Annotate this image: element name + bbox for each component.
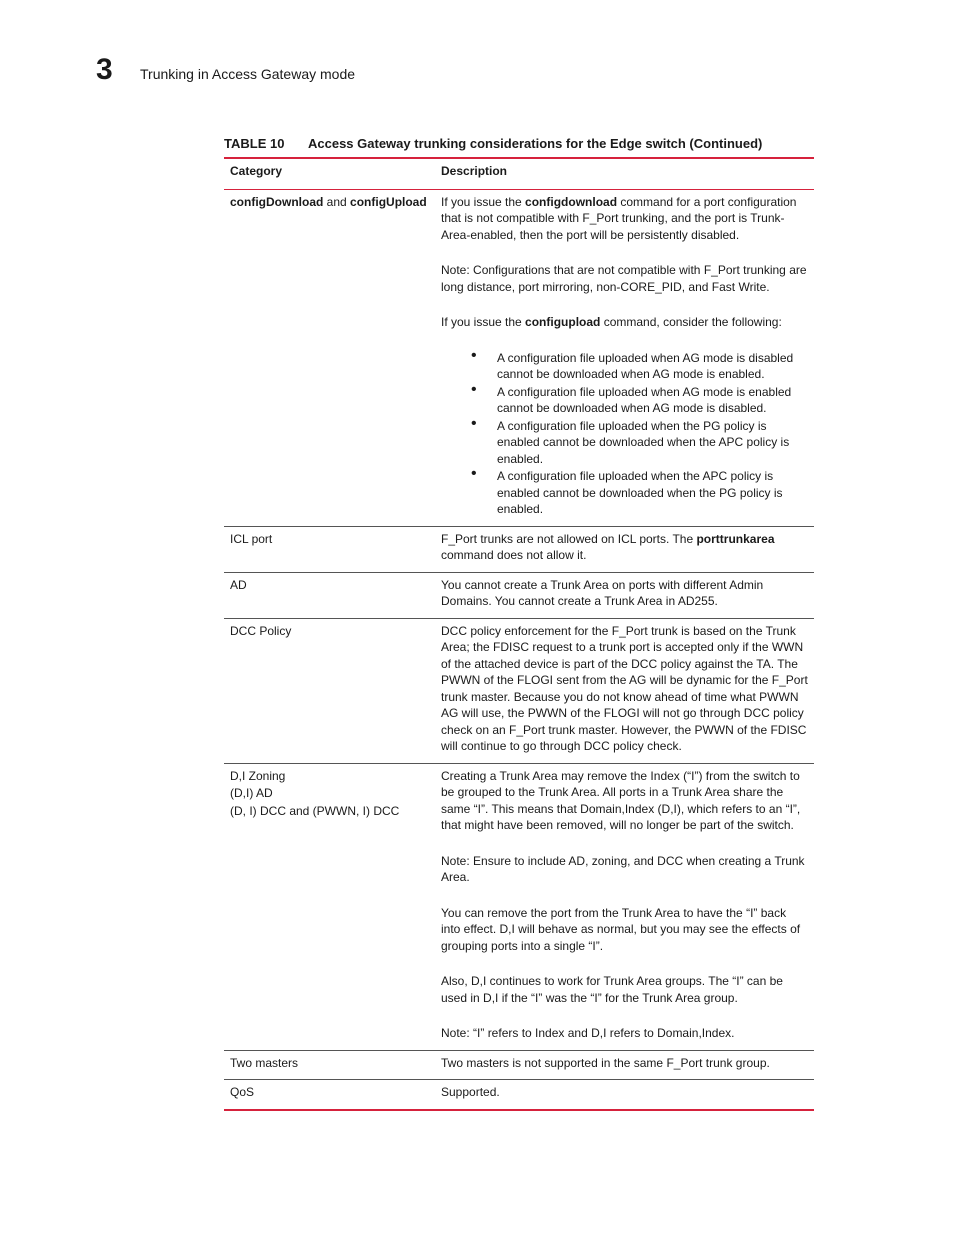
category-cell: AD	[230, 577, 247, 592]
category-line: (D, I) DCC and (PWWN, I) DCC	[230, 803, 400, 818]
table-label: TABLE 10	[224, 136, 285, 151]
category-cell: QoS	[230, 1085, 255, 1099]
bullet-item: • A configuration file uploaded when AG mode is enabled cannot be downloaded when AG mode is disabled.	[497, 384, 808, 417]
category-text: and	[323, 194, 351, 209]
description-paragraph: Creating a Trunk Area may remove the Index (“I”) from the switch to be grouped to the Trunk Area. All ports in a Trunk Area share the same “I”. This means that Domain,Index (D,I), which refers to an “I”, that might have been removed, will no longer be part of the switch.	[441, 768, 801, 832]
description-paragraph: Also, D,I continues to work for Trunk Area groups. The “I” can be used in D,I if the “I” was the “I” for the Trunk Area group.	[441, 974, 783, 1005]
command-name: configdownload	[525, 194, 618, 209]
command-name: configDownload	[230, 194, 324, 209]
description-cell	[435, 764, 814, 1050]
table-row	[224, 526, 814, 572]
description-cell	[435, 190, 814, 526]
bullet-list	[441, 350, 808, 518]
text-run: If you issue the	[441, 315, 526, 329]
note-label: Note	[441, 1026, 467, 1040]
note-label: Note	[441, 853, 467, 868]
command-name: porttrunkarea	[696, 531, 775, 546]
note-paragraph	[441, 853, 808, 886]
note-paragraph	[441, 1025, 808, 1042]
text-run: Configurations that are not compatible with F_Port trunking are long distance, port mirroring, non-CORE_PID, and Fast Write.	[441, 263, 807, 294]
text-run: command, consider the following:	[600, 315, 782, 329]
command-name: configUpload	[350, 194, 427, 209]
column-header-category: Category	[230, 164, 283, 178]
table-row	[224, 572, 814, 618]
chapter-number: 3	[96, 53, 113, 86]
note-paragraph	[441, 262, 808, 295]
description-paragraph	[441, 194, 808, 244]
description-paragraph: You can remove the port from the Trunk Area to have the “I” back into effect. D,I will behave as normal, but you may see the effects of grouping ports into a single “I”.	[441, 905, 801, 953]
table-row	[224, 618, 814, 763]
text-run: If you issue the	[441, 194, 526, 209]
table-row	[224, 763, 814, 1050]
bullet-item: • A configuration file uploaded when AG mode is disabled cannot be downloaded when AG mode is enabled.	[497, 350, 808, 383]
table-row	[224, 190, 814, 526]
category-cell: DCC Policy	[230, 623, 292, 638]
text-run: command for a port configuration that is not compatible with F_Port trunking, and the port is Trunk-Area-enabled, then the port will be persistently disabled.	[441, 194, 797, 242]
table-row	[224, 1079, 814, 1109]
note-label: Note:	[441, 263, 470, 277]
description-cell: You cannot create a Trunk Area on ports with different Admin Domains. You cannot create a Trunk Area in AD255.	[441, 577, 764, 608]
category-line: (D,I) AD	[230, 786, 273, 800]
text-run: command does not allow it.	[441, 548, 587, 562]
text-run: : Ensure to include AD, zoning, and DCC when creating a Trunk Area.	[441, 853, 805, 884]
command-name: configupload	[525, 315, 601, 329]
category-cell: Two masters	[230, 1055, 299, 1070]
table-row	[224, 1050, 814, 1080]
category-cell: ICL port	[230, 531, 273, 546]
description-cell	[435, 527, 814, 572]
text-run: F_Port trunks are not allowed on ICL ports. The	[441, 531, 697, 546]
category-line: D,I Zoning	[230, 768, 286, 783]
table-caption	[224, 135, 814, 153]
chapter-title: Trunking in Access Gateway mode	[140, 66, 356, 82]
bullet-item: • A configuration file uploaded when the APC policy is enabled cannot be downloaded when the PG policy is enabled.	[497, 468, 808, 518]
category-cell	[224, 764, 435, 1050]
column-header-description: Description	[441, 164, 508, 178]
table-title: Access Gateway trunking considerations for the Edge switch (Continued)	[308, 136, 763, 151]
table-header-row	[224, 159, 814, 190]
category-cell	[224, 190, 435, 526]
description-cell: Two masters is not supported in the same F_Port trunk group.	[441, 1055, 770, 1070]
description-cell: Supported.	[441, 1085, 500, 1099]
bullet-item: • A configuration file uploaded when the PG policy is enabled cannot be downloaded when the APC policy is enabled.	[497, 418, 808, 468]
considerations-table	[224, 157, 814, 1111]
text-run: : “I” refers to Index and D,I refers to Domain,Index.	[466, 1026, 735, 1040]
description-cell: DCC policy enforcement for the F_Port trunk is based on the Trunk Area; the FDISC request to a trunk port is accepted only if the WWN of the attached device is part of the DCC policy against the TA. The PWWN of the FLOGI sent from the AG will be dynamic for the F_Port trunk master. Because you do not know ahead of time what PWWN AG will use, the PWWN of the FLOGI will not go through DCC policy check on an F_Port trunk master. However, the PWWN of the FDISC will continue to go through DCC policy check.	[441, 623, 808, 753]
description-paragraph	[441, 314, 808, 331]
